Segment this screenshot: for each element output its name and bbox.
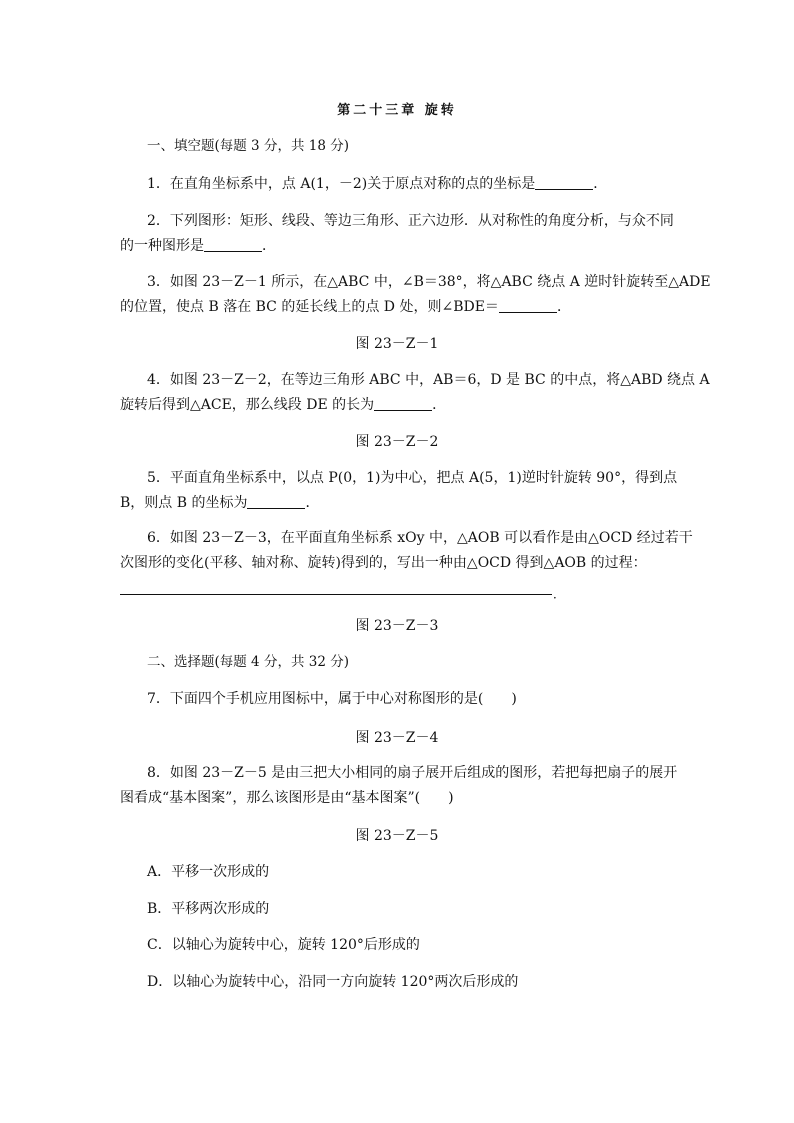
question-5-line-2	[120, 493, 680, 513]
section-fill-in-heading: 一、填空题(每题 3 分，共 18 分)	[147, 138, 349, 154]
question-4-line-2	[120, 395, 680, 415]
answer-blank-1[interactable]	[535, 175, 593, 190]
figure-caption-2: 图 23－Z－2	[355, 434, 439, 450]
figure-caption-1: 图 23－Z－1	[355, 336, 439, 352]
question-6-line-2: 次图形的变化(平移、轴对称、旋转)得到的，写出一种由△OCD 得到△AOB 的过程：	[120, 555, 647, 571]
answer-blank-2[interactable]	[204, 237, 262, 252]
question-3-line-2	[120, 297, 680, 317]
question-3-text: 的位置，使点 B 落在 BC 的延长线上的点 D 处，则∠BDE＝	[120, 299, 499, 315]
question-7: 7．下面四个手机应用图标中，属于中心对称图形的是( )	[147, 691, 517, 707]
question-5-line-1: 5．平面直角坐标系中，以点 P(0，1)为中心，把点 A(5，1)逆时针旋转 90°，得到点	[147, 470, 678, 486]
chapter-title: 第二十三章 旋转	[337, 103, 457, 118]
option-d[interactable]: D．以轴心为旋转中心，沿同一方向旋转 120°两次后形成的	[147, 974, 519, 990]
option-b[interactable]: B．平移两次形成的	[147, 901, 270, 917]
question-4-line-1: 4．如图 23－Z－2，在等边三角形 ABC 中，AB＝6，D 是 BC 的中点，将△ABD 绕点 A	[147, 372, 710, 388]
period: ．	[262, 238, 276, 254]
answer-blank-4[interactable]	[374, 396, 432, 411]
figure-caption-4: 图 23－Z－4	[355, 730, 439, 746]
option-a[interactable]: A．平移一次形成的	[147, 864, 270, 880]
question-2-line-2	[120, 236, 680, 256]
question-6-line-1: 6．如图 23－Z－3，在平面直角坐标系 xOy 中，△AOB 可以看作是由△OCD 经过若干	[147, 530, 693, 546]
answer-blank-3[interactable]	[499, 298, 557, 313]
option-c[interactable]: C．以轴心为旋转中心，旋转 120°后形成的	[147, 937, 420, 953]
figure-caption-3: 图 23－Z－3	[355, 618, 439, 634]
question-1	[147, 174, 707, 194]
period: ．	[556, 299, 571, 315]
period: ．	[305, 495, 320, 511]
question-1-text: 1．在直角坐标系中，点 A(1，－2)关于原点对称的点的坐标是	[147, 176, 536, 192]
period: ．	[553, 587, 566, 601]
question-8-line-2: 图看成“基本图案”，那么该图形是由“基本图案”( )	[120, 790, 454, 806]
section-choice-heading: 二、选择题(每题 4 分，共 32 分)	[147, 654, 349, 670]
question-3-line-1: 3．如图 23－Z－1 所示，在△ABC 中，∠B＝38°，将△ABC 绕点 A 逆时针旋转至△ADE	[147, 274, 711, 290]
question-2-line-1: 2．下列图形：矩形、线段、等边三角形、正六边形．从对称性的角度分析，与众不同	[147, 213, 674, 229]
question-5-text: B，则点 B 的坐标为	[120, 495, 248, 511]
question-4-text: 旋转后得到△ACE，那么线段 DE 的长为	[120, 397, 375, 413]
period: ．	[432, 397, 447, 413]
period: ．	[593, 176, 608, 192]
question-8-line-1: 8．如图 23－Z－5 是由三把大小相同的扇子展开后组成的图形，若把每把扇子的展开	[147, 765, 678, 781]
figure-caption-5: 图 23－Z－5	[355, 828, 439, 844]
answer-blank-6[interactable]	[120, 594, 552, 595]
answer-blank-5[interactable]	[247, 494, 305, 509]
question-2-text: 的一种图形是	[120, 238, 204, 254]
